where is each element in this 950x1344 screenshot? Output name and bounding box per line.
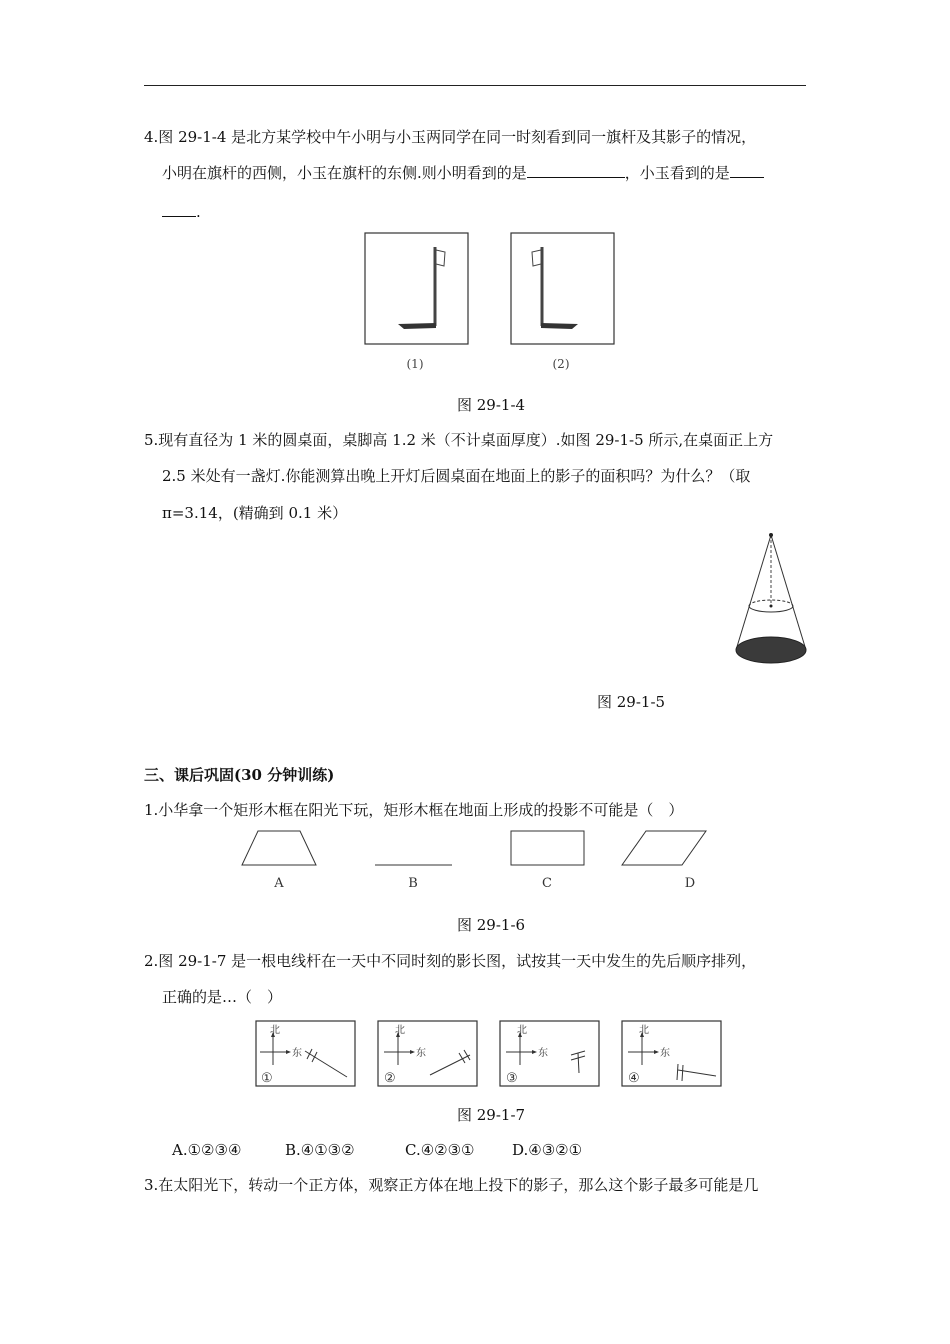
q4-line1: 4.图 29-1-4 是北方某学校中午小明与小玉两同学在同一时刻看到同一旗杆及其影子的情况， (144, 128, 757, 146)
header-rule (144, 85, 806, 86)
s3-q3-line1: 3.在太阳光下，转动一个正方体，观察正方体在地上投下的影子，那么这个影子最多可能是几 (144, 1176, 759, 1194)
label-panel-1: (1) (406, 357, 424, 371)
panel-1-number: ① (261, 1071, 273, 1086)
section-3-heading: 三、课后巩固(30 分钟训练) (144, 766, 335, 784)
option-d-parallelogram (622, 831, 706, 865)
q4-line3-end: . (196, 203, 201, 221)
option-c-rectangle (511, 831, 584, 865)
s3-q2-choice-d[interactable]: D.④③②① (512, 1141, 583, 1159)
q4-line2-part1: 小明在旗杆的西侧，小玉在旗杆的东侧.则小明看到的是 (162, 164, 527, 182)
panel-3-number: ③ (506, 1071, 518, 1086)
east-label-1: 东 (292, 1048, 302, 1059)
shadow-panel-1 (256, 1021, 355, 1086)
north-label-1: 北 (270, 1025, 280, 1036)
option-d-label: D (684, 876, 696, 891)
q4-line2 (162, 163, 764, 183)
caption-29-1-7: 图 29-1-7 (457, 1106, 526, 1124)
shadow-panel-4 (622, 1021, 721, 1086)
s3-q1-text: 1.小华拿一个矩形木框在阳光下玩，矩形木框在地面上形成的投影不可能是（ ） (144, 801, 684, 819)
q4-line3 (162, 202, 201, 222)
q4-answer-blank-2a[interactable] (730, 163, 764, 178)
figure-29-1-7 (250, 1015, 730, 1095)
s3-q2-choice-a[interactable]: A.①②③④ (172, 1141, 242, 1159)
north-label-4: 北 (639, 1025, 649, 1036)
option-b-label: B (408, 876, 418, 891)
figure-29-1-4 (360, 230, 620, 375)
q5-line2: 2.5 米处有一盏灯.你能测算出晚上开灯后圆桌面在地面上的影子的面积吗？为什么？（取 (162, 467, 751, 485)
caption-29-1-5: 图 29-1-5 (597, 693, 666, 711)
s3-q2-choice-b[interactable]: B.④①③② (285, 1141, 355, 1159)
q4-answer-blank-2b[interactable] (162, 202, 196, 217)
east-label-3: 东 (538, 1048, 548, 1059)
caption-29-1-6: 图 29-1-6 (457, 916, 526, 934)
label-panel-2: (2) (552, 357, 570, 371)
north-label-2: 北 (395, 1025, 405, 1036)
s3-q2-line1: 2.图 29-1-7 是一根电线杆在一天中不同时刻的影长图，试按其一天中发生的先后顺序排列， (144, 952, 757, 970)
figure-29-1-6 (230, 825, 710, 895)
option-a-label: A (274, 876, 284, 891)
flag-panel-2 (511, 233, 614, 344)
option-c-label: C (542, 876, 552, 891)
panel-4-number: ④ (628, 1071, 640, 1086)
east-label-2: 东 (416, 1048, 426, 1059)
s3-q2-choice-c[interactable]: C.④②③① (405, 1141, 475, 1159)
caption-29-1-4: 图 29-1-4 (457, 396, 526, 414)
q5-line3: π=3.14，(精确到 0.1 米） (162, 504, 348, 522)
flag-panel-1 (365, 233, 468, 344)
shadow-panel-2 (378, 1021, 477, 1086)
east-label-4: 东 (660, 1048, 670, 1059)
q4-line2-part2: ，小玉看到的是 (624, 164, 730, 182)
s3-q2-line2: 正确的是…（ ） (162, 988, 283, 1006)
panel-2-number: ② (384, 1071, 396, 1086)
option-a-trapezoid (242, 831, 316, 865)
north-label-3: 北 (517, 1025, 527, 1036)
figure-29-1-5 (730, 530, 820, 672)
shadow-panel-3 (500, 1021, 599, 1086)
q4-answer-blank-1[interactable] (527, 163, 625, 178)
q5-line1: 5.现有直径为 1 米的圆桌面，桌脚高 1.2 米（不计桌面厚度）.如图 29-1-5 所示,在桌面正上方 (144, 431, 774, 449)
